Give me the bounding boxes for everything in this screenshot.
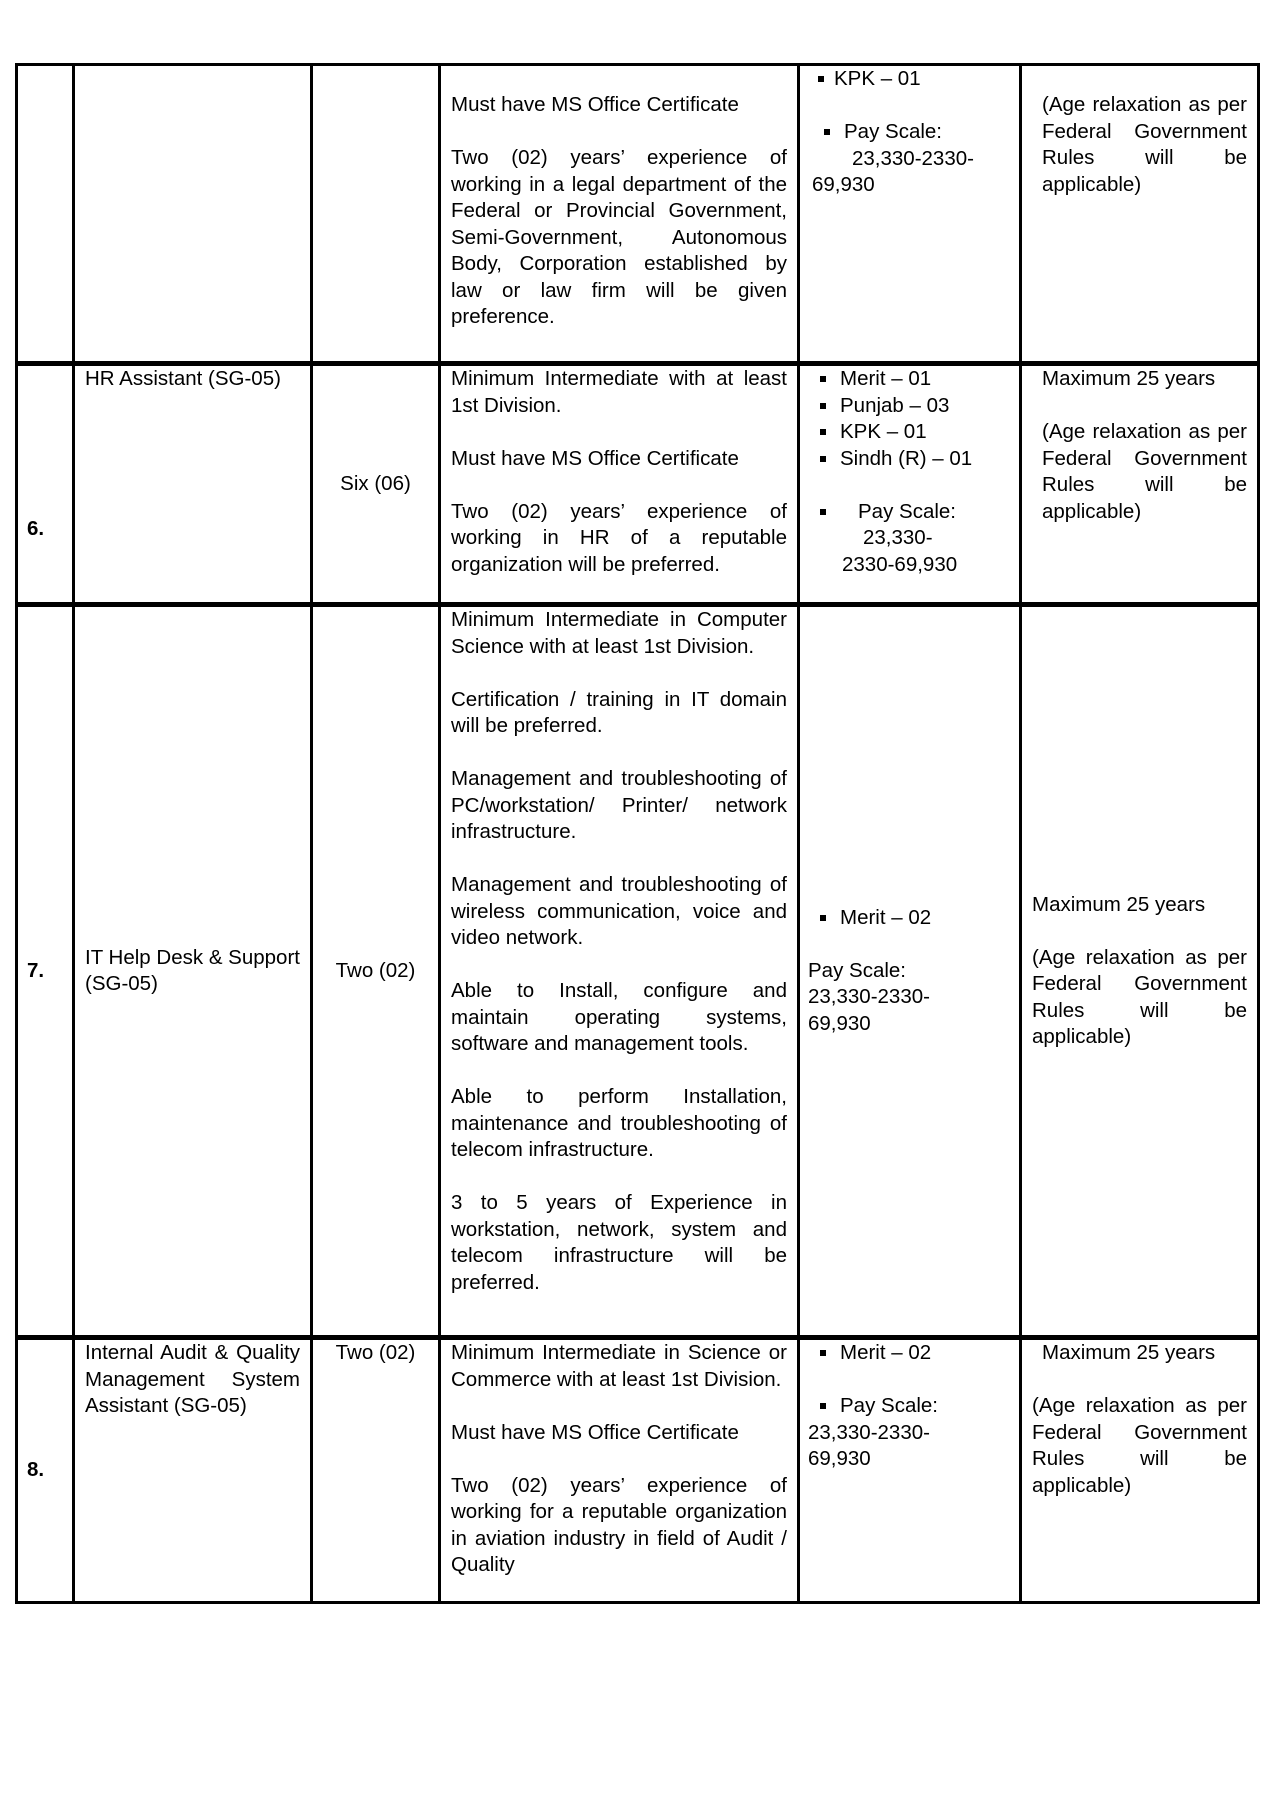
serial-number: 6. bbox=[17, 364, 74, 605]
qualification-cell bbox=[440, 364, 799, 605]
age-relaxation: (Age relaxation as per Federal Government Rules will be applicable) bbox=[1032, 1394, 1247, 1497]
pay-scale-label: Pay Scale: bbox=[808, 1393, 1011, 1420]
quota-cell bbox=[799, 364, 1021, 605]
post-count: Two (02) bbox=[312, 1338, 440, 1603]
qualification-text: Management and troubleshooting of PC/workstation/ Printer/ network infrastructure. bbox=[451, 767, 787, 843]
post-count: Six (06) bbox=[312, 364, 440, 605]
quota-item: KPK – 01 bbox=[812, 66, 1011, 93]
post-title: IT Help Desk & Support (SG-05) bbox=[74, 605, 312, 1338]
qualification-cell bbox=[440, 605, 799, 1338]
serial-number bbox=[17, 65, 74, 364]
serial-number: 7. bbox=[17, 605, 74, 1338]
age-cell bbox=[1021, 65, 1259, 364]
pay-scale-value: 23,330- bbox=[863, 526, 933, 549]
pay-scale-value: 69,930 bbox=[808, 1011, 871, 1035]
qualification-text: Able to Install, configure and maintain operating systems, software and management tools. bbox=[451, 979, 787, 1055]
pay-scale-value: 23,330-2330- bbox=[808, 1420, 930, 1444]
age-cell bbox=[1021, 1338, 1259, 1603]
post-title: Internal Audit & Quality Management System Assistant (SG-05) bbox=[74, 1338, 312, 1603]
post-title bbox=[74, 65, 312, 364]
quota-item: KPK – 01 bbox=[808, 419, 1011, 446]
qualification-text: Minimum Intermediate in Computer Science with at least 1st Division. bbox=[451, 608, 787, 658]
qualification-cell bbox=[440, 65, 799, 364]
quota-item: Punjab – 03 bbox=[808, 393, 1011, 420]
qualification-cell bbox=[440, 1338, 799, 1603]
qualification-text: Two (02) years’ experience of working in a legal department of the Federal or Provincial Government, Semi-Government, Autonomous Body, Corporation established by law or law firm will be given preference. bbox=[451, 146, 787, 328]
pay-scale-label: Pay Scale: bbox=[812, 119, 1011, 146]
qualification-text: Minimum Intermediate with at least 1st Division. bbox=[451, 367, 787, 417]
pay-scale-label-text: Pay Scale: bbox=[858, 499, 956, 523]
age-maximum: Maximum 25 years bbox=[1042, 1341, 1216, 1364]
age-cell bbox=[1021, 605, 1259, 1338]
pay-scale-value: 2330-69,930 bbox=[842, 552, 958, 576]
qualification-text: Management and troubleshooting of wireless communication, voice and video network. bbox=[451, 873, 787, 949]
age-relaxation: (Age relaxation as per Federal Government Rules will be applicable) bbox=[1032, 945, 1247, 1048]
quota-list bbox=[808, 1340, 1011, 1367]
post-count bbox=[312, 65, 440, 364]
post-count: Two (02) bbox=[312, 605, 440, 1338]
age-maximum: Maximum 25 years bbox=[1042, 367, 1216, 390]
age-relaxation: (Age relaxation as per Federal Government Rules will be applicable) bbox=[1042, 93, 1247, 196]
table-row bbox=[17, 1338, 1259, 1603]
table-row bbox=[17, 605, 1259, 1338]
quota-cell bbox=[799, 65, 1021, 364]
qualification-text: Two (02) years’ experience of working in HR of a reputable organization will be preferred. bbox=[451, 499, 787, 576]
pay-scale-value: 23,330-2330- bbox=[852, 146, 974, 170]
quota-list bbox=[812, 66, 1011, 93]
serial-number: 8. bbox=[17, 1338, 74, 1603]
pay-scale-value: 23,330-2330- bbox=[808, 985, 930, 1009]
qualification-text: Minimum Intermediate in Science or Commerce with at least 1st Division. bbox=[451, 1341, 787, 1391]
recruitment-table bbox=[15, 63, 1260, 1604]
quota-item: Merit – 01 bbox=[808, 366, 1011, 393]
quota-list bbox=[808, 366, 1011, 472]
quota-item: Merit – 02 bbox=[808, 905, 1011, 932]
age-relaxation: (Age relaxation as per Federal Government Rules will be applicable) bbox=[1042, 420, 1247, 523]
pay-scale-value: 69,930 bbox=[812, 173, 875, 196]
qualification-text: 3 to 5 years of Experience in workstation, network, system and telecom infrastructure will be preferred. bbox=[451, 1191, 787, 1294]
qualification-text: Must have MS Office Certificate bbox=[451, 1420, 739, 1444]
quota-item: Sindh (R) – 01 bbox=[808, 446, 1011, 473]
qualification-text: Must have MS Office Certificate bbox=[451, 93, 739, 116]
pay-scale-label: Pay Scale: bbox=[808, 958, 906, 982]
table-row bbox=[17, 364, 1259, 605]
age-maximum: Maximum 25 years bbox=[1032, 892, 1206, 916]
pay-scale-value: 69,930 bbox=[808, 1447, 871, 1470]
pay-scale-label bbox=[808, 499, 1011, 526]
quota-cell bbox=[799, 1338, 1021, 1603]
qualification-text: Certification / training in IT domain will be preferred. bbox=[451, 687, 787, 737]
post-title: HR Assistant (SG-05) bbox=[74, 364, 312, 605]
age-cell bbox=[1021, 364, 1259, 605]
quota-item: Merit – 02 bbox=[808, 1340, 1011, 1367]
qualification-text: Two (02) years’ experience of working for a reputable organization in aviation industry in field of Audit / Quality bbox=[451, 1473, 787, 1576]
quota-list bbox=[808, 905, 1011, 932]
qualification-text: Able to perform Installation, maintenance and troubleshooting of telecom infrastructure. bbox=[451, 1085, 787, 1161]
table-row bbox=[17, 65, 1259, 364]
qualification-text: Must have MS Office Certificate bbox=[451, 446, 739, 470]
quota-cell bbox=[799, 605, 1021, 1338]
